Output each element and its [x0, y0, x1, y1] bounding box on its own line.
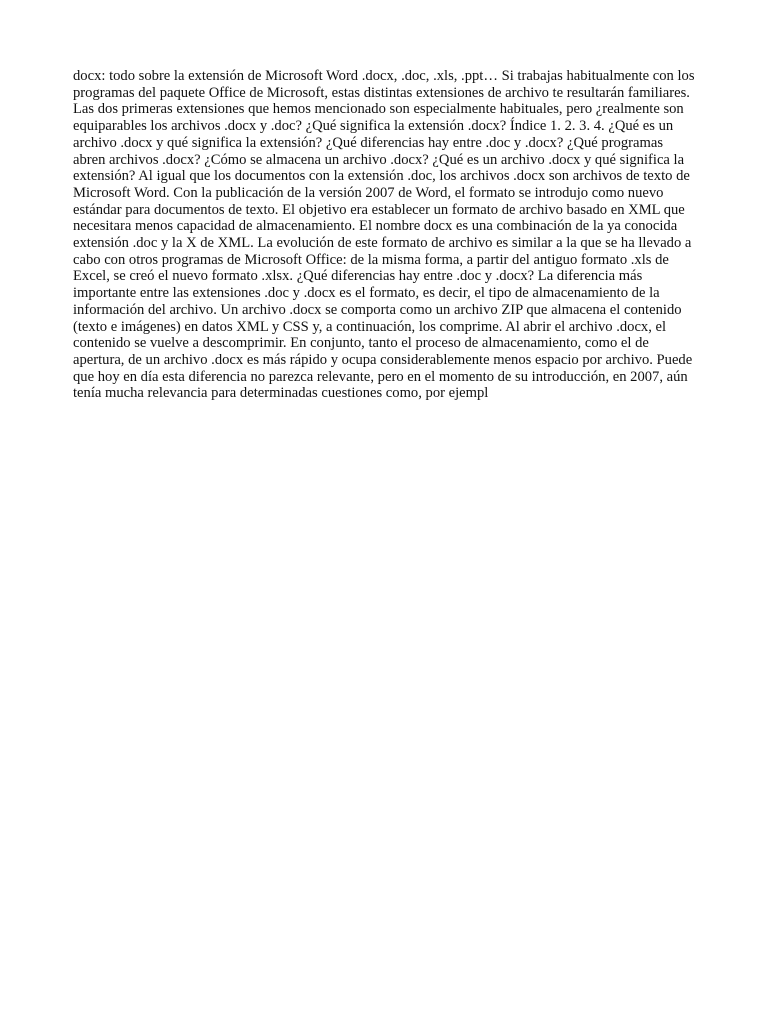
document-body-text: docx: todo sobre la extensión de Microsoft Word .docx, .doc, .xls, .ppt… Si trabajas habitualmente con los programas del paquete Office de Microsoft, estas distintas extensiones de archivo te resultarán familiares. Las dos primeras extensiones que hemos mencionado son especialmente habituales, pero ¿realmente son equiparables los archivos .docx y .doc? ¿Qué significa la extensión .docx? Índice 1. 2. 3. 4. ¿Qué es un archivo .docx y qué significa la extensión? ¿Qué diferencias hay entre .doc y .docx? ¿Qué programas abren archivos .docx? ¿Cómo se almacena un archivo .docx? ¿Qué es un archivo .docx y qué significa la extensión? Al igual que los documentos con la extensión .doc, los archivos .docx son archivos de texto de Microsoft Word. Con la publicación de la versión 2007 de Word, el formato se introdujo como nuevo estándar para documentos de texto. El objetivo era establecer un formato de archivo basado en XML que necesitara menos capacidad de almacenamiento. El nombre docx es una combinación de la ya conocida extensión .doc y la X de XML. La evolución de este formato de archivo es similar a la que se ha llevado a cabo con otros programas de Microsoft Office: de la misma forma, a partir del antiguo formato .xls de Excel, se creó el nuevo formato .xlsx. ¿Qué diferencias hay entre .doc y .docx? La diferencia más importante entre las extensiones .doc y .docx es el formato, es decir, el tipo de almacenamiento de la información del archivo. Un archivo .docx se comporta como un archivo ZIP que almacena el contenido (texto e imágenes) en datos XML y CSS y, a continuación, los comprime. Al abrir el archivo .docx, el contenido se vuelve a descomprimir. En conjunto, tanto el proceso de almacenamiento, como el de apertura, de un archivo .docx es más rápido y ocupa considerablemente menos espacio por archivo. Puede que hoy en día esta diferencia no parezca relevante, pero en el momento de su introducción, en 2007, aún tenía mucha relevancia para determinadas cuestiones como, por ejempl [73, 68, 695, 402]
